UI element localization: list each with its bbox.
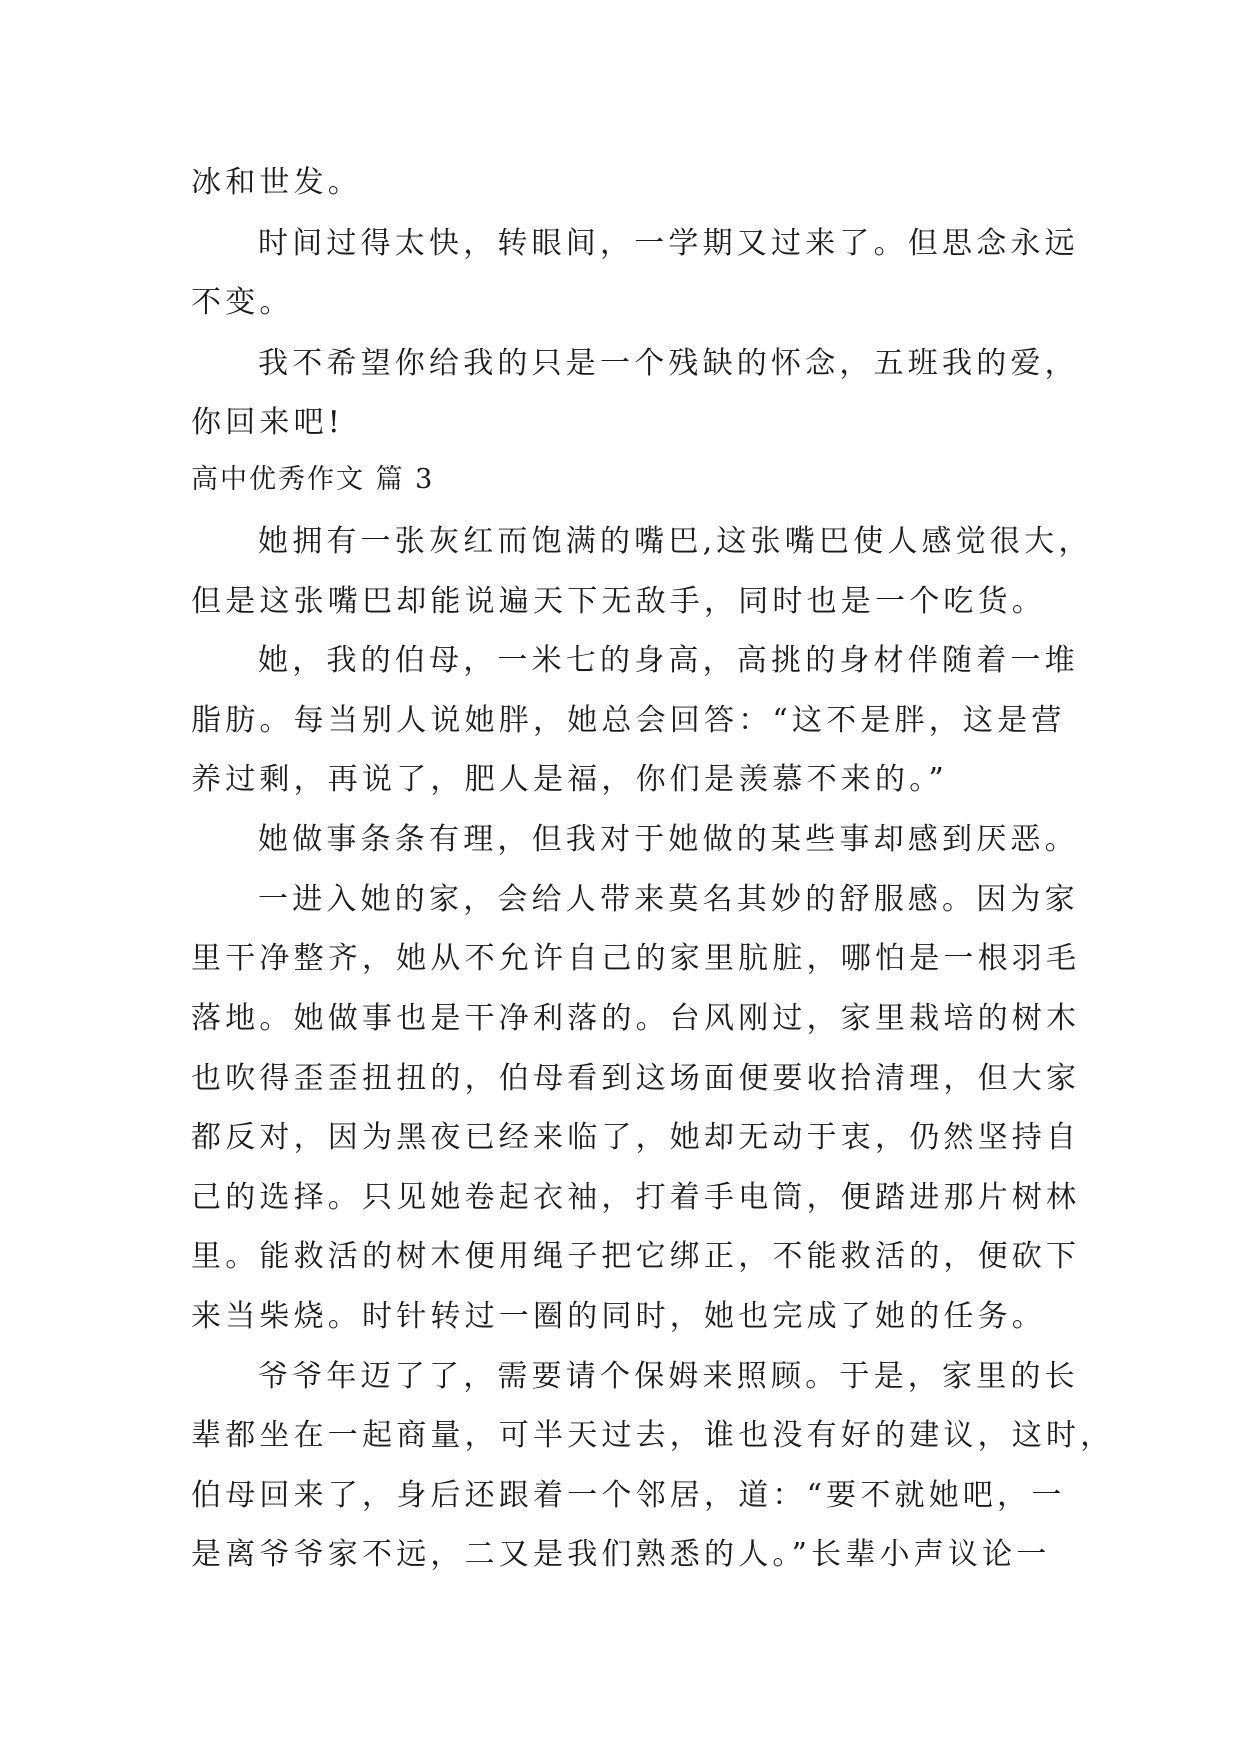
paragraph-line: 养过剩，再说了，肥人是福，你们是羡慕不来的。” (191, 762, 948, 797)
paragraph-line: 时间过得太快，转眼间，一学期又过来了。但思念永远 (258, 226, 1079, 261)
paragraph-line: 辈都坐在一起商量，可半天过去，谁也没有好的建议，这时， (191, 1418, 1115, 1453)
paragraph-line: 里。能救活的树木便用绳子把它绑正，不能救活的，便砍下 (191, 1239, 1081, 1274)
paragraph-line: 落地。她做事也是干净利落的。台风刚过，家里栽培的树木 (191, 1001, 1081, 1036)
paragraph-line: 里干净整齐，她从不允许自己的家里肮脏，哪怕是一根羽毛 (191, 941, 1081, 976)
paragraph-line: 都反对，因为黑夜已经来临了，她却无动于衷，仍然坚持自 (191, 1120, 1081, 1155)
paragraph-line: 但是这张嘴巴却能说遍天下无敌手，同时也是一个吃货。 (191, 584, 1046, 619)
paragraph-line: 你回来吧! (191, 405, 345, 440)
paragraph-line: 冰和世发。 (191, 165, 362, 200)
paragraph-line: 她拥有一张灰红而饱满的嘴巴,这张嘴巴使人感觉很大， (258, 524, 1093, 559)
paragraph-line: 己的选择。只见她卷起衣袖，打着手电筒，便踏进那片树林 (191, 1180, 1081, 1215)
paragraph-line: 爷爷年迈了了，需要请个保姆来照顾。于是，家里的长 (258, 1359, 1079, 1394)
paragraph-line: 是离爷爷家不远，二又是我们熟悉的人。”长辈小声议论一 (191, 1537, 1051, 1572)
paragraph-line: 脂肪。每当别人说她胖，她总会回答：“这不是胖，这是营 (191, 703, 1066, 738)
paragraph-line: 来当柴烧。时针转过一圈的同时，她也完成了她的任务。 (191, 1299, 1046, 1334)
paragraph-line: 她做事条条有理，但我对于她做的某些事却感到厌恶。 (258, 822, 1079, 857)
paragraph-line: 不变。 (191, 285, 294, 320)
paragraph-line: 也吹得歪歪扭扭的，伯母看到这场面便要收拾清理，但大家 (191, 1061, 1081, 1096)
paragraph-line: 我不希望你给我的只是一个残缺的怀念，五班我的爱， (258, 346, 1079, 381)
paragraph-line: 她，我的伯母，一米七的身高，高挑的身材伴随着一堆 (258, 643, 1079, 678)
paragraph-line: 伯母回来了，身后还跟着一个邻居，道：“要不就她吧，一 (191, 1478, 1066, 1513)
section-heading: 高中优秀作文 篇 3 (191, 464, 435, 495)
paragraph-line: 一进入她的家，会给人带来莫名其妙的舒服感。因为家 (258, 882, 1079, 917)
